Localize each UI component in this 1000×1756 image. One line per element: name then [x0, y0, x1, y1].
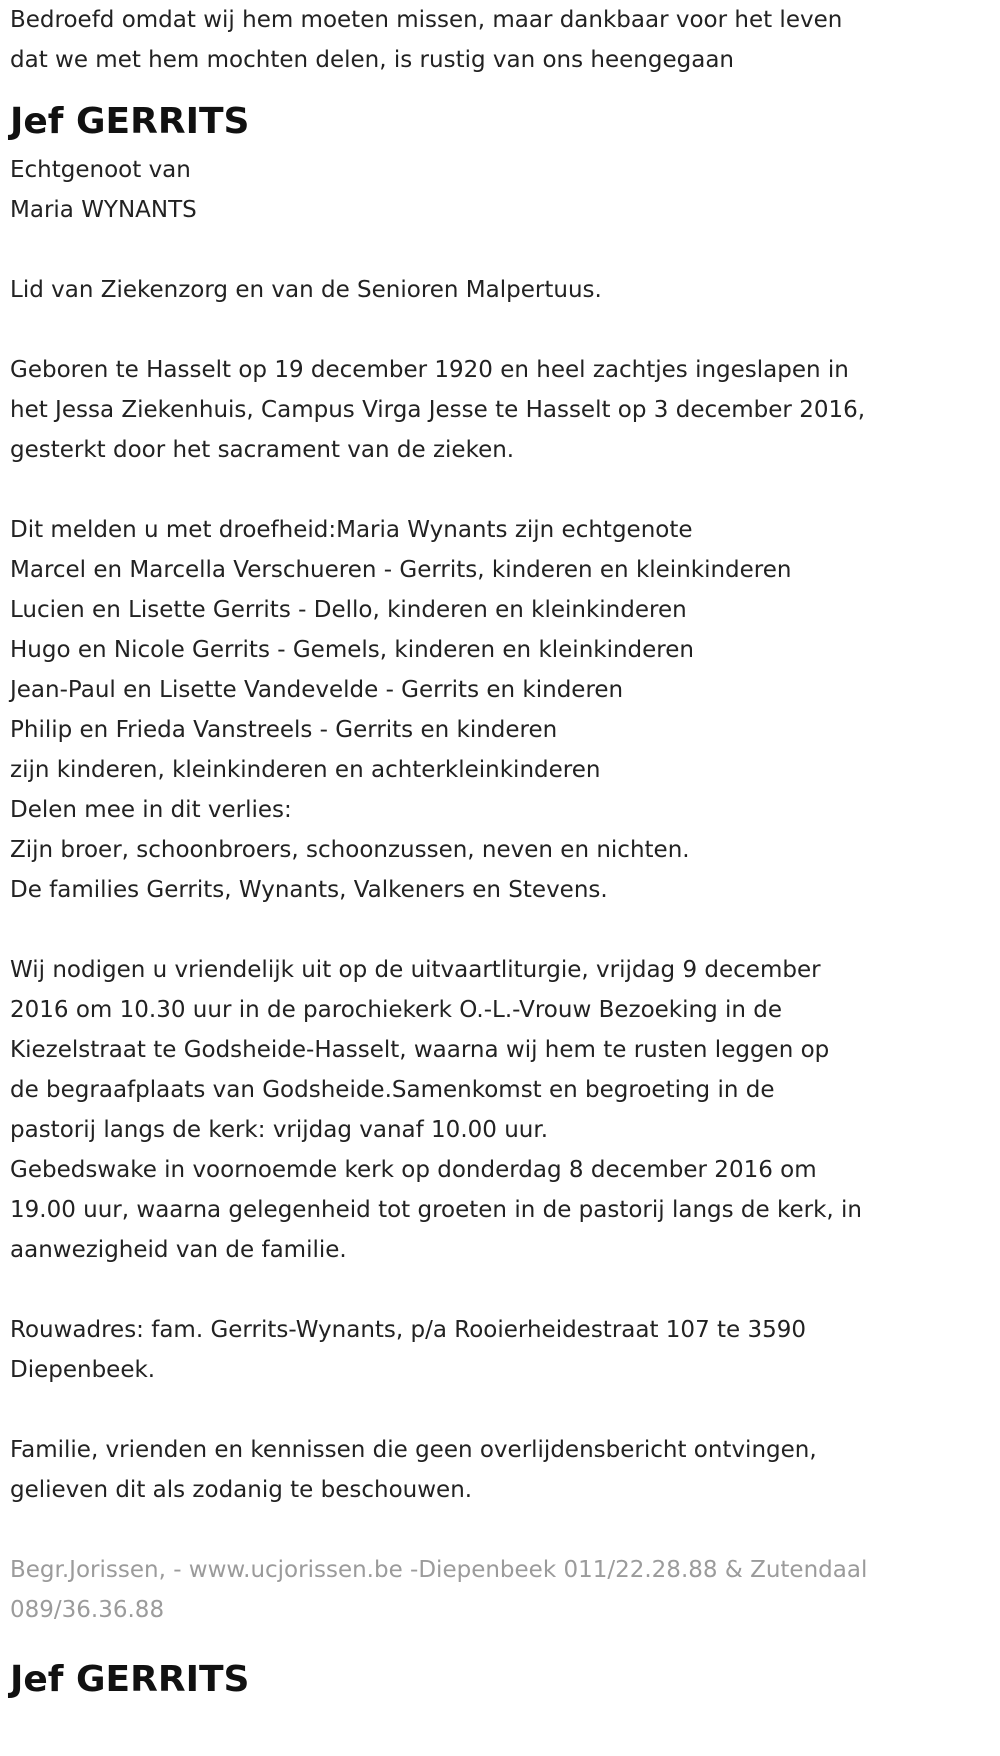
mourning-address: [10, 1310, 970, 1390]
notice-text: [10, 1430, 970, 1510]
funeral-line: Kiezelstraat te Godsheide-Hasselt, waarna wij hem te rusten leggen op: [10, 1037, 830, 1063]
deceased-name: Jef GERRITS: [10, 101, 250, 142]
funeral-line: Gebedswake in voornoemde kerk op donderdag 8 december 2016 om: [10, 1157, 817, 1183]
undertaker-line: 089/36.36.88: [10, 1597, 165, 1623]
address-line: Rouwadres: fam. Gerrits-Wynants, p/a Rooierheidestraat 107 te 3590: [10, 1317, 807, 1343]
funeral-line: pastorij langs de kerk: vrijdag vanaf 10.00 uur.: [10, 1117, 549, 1143]
membership-line: Lid van Ziekenzorg en van de Senioren Malpertuus.: [10, 277, 602, 303]
membership-info: [10, 270, 970, 310]
intro-text: [10, 0, 970, 80]
intro-line: dat we met hem mochten delen, is rustig van ons heengegaan: [10, 47, 734, 73]
notice-line: gelieven dit als zodanig te beschouwen.: [10, 1477, 473, 1503]
birth-death-line: Geboren te Hasselt op 19 december 1920 en heel zachtjes ingeslapen in: [10, 357, 849, 383]
funeral-line: aanwezigheid van de familie.: [10, 1237, 347, 1263]
undertaker-info: [10, 1550, 970, 1630]
family-line: Zijn broer, schoonbroers, schoonzussen, neven en nichten.: [10, 837, 690, 863]
family-line: Lucien en Lisette Gerrits - Dello, kinderen en kleinkinderen: [10, 597, 687, 623]
notice-line: Familie, vrienden en kennissen die geen overlijdensbericht ontvingen,: [10, 1437, 817, 1463]
deceased-name-footer: Jef GERRITS: [10, 1659, 250, 1700]
funeral-line: Wij nodigen u vriendelijk uit op de uitvaartliturgie, vrijdag 9 december: [10, 957, 821, 983]
address-line: Diepenbeek.: [10, 1357, 156, 1383]
birth-death-info: [10, 350, 970, 470]
intro-line: Bedroefd omdat wij hem moeten missen, maar dankbaar voor het leven: [10, 7, 843, 33]
family-line: Dit melden u met droefheid:Maria Wynants zijn echtgenote: [10, 517, 693, 543]
undertaker-line: Begr.Jorissen, - www.ucjorissen.be -Diepenbeek 011/22.28.88 & Zutendaal: [10, 1557, 868, 1583]
family-line: zijn kinderen, kleinkinderen en achterkleinkinderen: [10, 757, 601, 783]
birth-death-line: gesterkt door het sacrament van de zieken.: [10, 437, 515, 463]
funeral-info: [10, 950, 970, 1270]
funeral-line: de begraafplaats van Godsheide.Samenkomst en begroeting in de: [10, 1077, 775, 1103]
family-line: De families Gerrits, Wynants, Valkeners en Stevens.: [10, 877, 608, 903]
spouse-line: Maria WYNANTS: [10, 197, 197, 223]
family-list: [10, 510, 970, 910]
birth-death-line: het Jessa Ziekenhuis, Campus Virga Jesse te Hasselt op 3 december 2016,: [10, 397, 866, 423]
family-line: Philip en Frieda Vanstreels - Gerrits en kinderen: [10, 717, 558, 743]
family-line: Delen mee in dit verlies:: [10, 797, 292, 823]
spouse-info: [10, 150, 970, 230]
funeral-line: 19.00 uur, waarna gelegenheid tot groeten in de pastorij langs de kerk, in: [10, 1197, 862, 1223]
spouse-line: Echtgenoot van: [10, 157, 191, 183]
funeral-line: 2016 om 10.30 uur in de parochiekerk O.-L.-Vrouw Bezoeking in de: [10, 997, 783, 1023]
family-line: Jean-Paul en Lisette Vandevelde - Gerrits en kinderen: [10, 677, 624, 703]
family-line: Hugo en Nicole Gerrits - Gemels, kinderen en kleinkinderen: [10, 637, 694, 663]
family-line: Marcel en Marcella Verschueren - Gerrits, kinderen en kleinkinderen: [10, 557, 792, 583]
